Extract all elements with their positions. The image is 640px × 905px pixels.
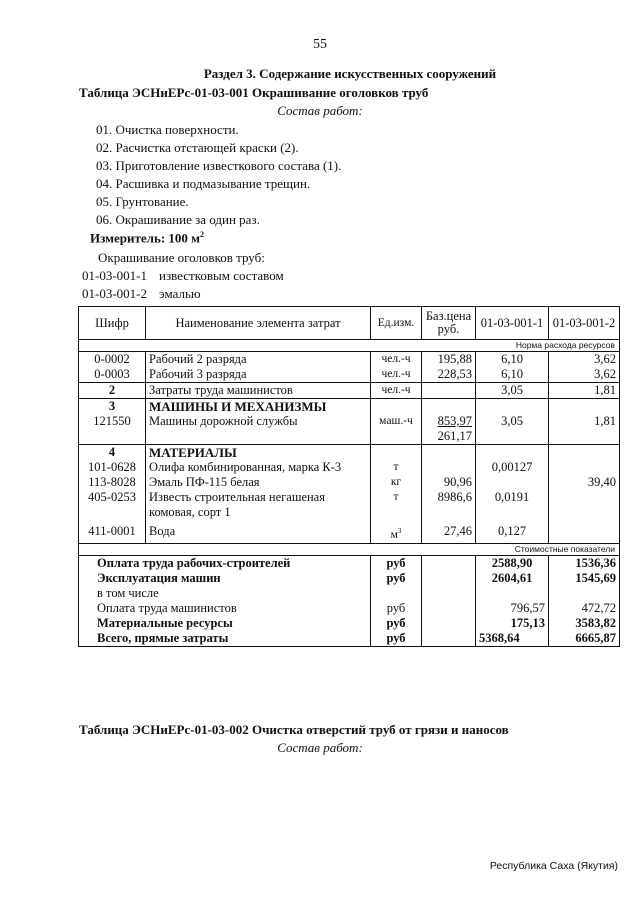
row-price xyxy=(422,383,476,399)
cost-note-row xyxy=(79,543,620,555)
work-item: 05. Грунтование. xyxy=(96,194,189,209)
row-unit: кг xyxy=(371,475,422,490)
row-code: 113-8028 xyxy=(79,475,146,490)
row-price xyxy=(422,460,476,475)
row-value-2: 39,40 xyxy=(549,475,620,490)
table-header-row xyxy=(79,307,620,340)
table-row xyxy=(79,414,620,445)
cost-row xyxy=(79,586,620,601)
row-code: 101-0628 xyxy=(79,460,146,475)
cost-value-1: 2604,61 xyxy=(476,571,549,586)
table-row xyxy=(79,475,620,490)
row-name: Затраты труда машинистов xyxy=(146,383,371,399)
work-item: 03. Приготовление известкового состава (1). xyxy=(96,158,342,173)
row-value-1 xyxy=(476,475,549,490)
cost-unit: руб xyxy=(371,616,422,631)
cost-value-2: 3583,82 xyxy=(549,616,620,631)
cost-name: Эксплуатация машин xyxy=(79,571,371,586)
cost-row xyxy=(79,616,620,631)
row-name: Олифа комбинированная, марка К-3 xyxy=(146,460,371,475)
row-name: Машины дорожной службы xyxy=(146,414,371,445)
row-name: Вода xyxy=(146,520,371,543)
row-unit: чел.-ч xyxy=(371,352,422,368)
row-value-2 xyxy=(549,520,620,543)
cost-unit: руб xyxy=(371,555,422,571)
table-row xyxy=(79,383,620,399)
cost-value-2: 1536,36 xyxy=(549,555,620,571)
work-item: 06. Окрашивание за один раз. xyxy=(96,212,260,227)
row-price: 27,46 xyxy=(422,520,476,543)
row-value-1: 3,05 xyxy=(476,383,549,399)
cost-value-2: 1545,69 xyxy=(549,571,620,586)
row-code: 121550 xyxy=(79,414,146,445)
cost-name: в том числе xyxy=(79,586,371,601)
work-item: 02. Расчистка отстающей краски (2). xyxy=(96,140,299,155)
cost-value-1: 2588,90 xyxy=(476,555,549,571)
table-row xyxy=(79,520,620,543)
cost-name: Материальные ресурсы xyxy=(79,616,371,631)
table-row xyxy=(79,445,620,461)
row-value-1: 0,00127 xyxy=(476,460,549,475)
row-price: 90,96 xyxy=(422,475,476,490)
header-unit: Ед.изм. xyxy=(371,307,422,340)
table2-sostav-label: Состав работ: xyxy=(277,740,363,755)
row-price: 228,53 xyxy=(422,367,476,383)
norm-note-row xyxy=(79,340,620,352)
section-title: Раздел 3. Содержание искусственных сооружений xyxy=(203,66,497,81)
row-unit: чел.-ч xyxy=(371,383,422,399)
row-unit: т xyxy=(371,490,422,520)
row-value-2: 1,81 xyxy=(549,414,620,445)
row-value-2 xyxy=(549,490,620,520)
row-code: 405-0253 xyxy=(79,490,146,520)
row-price: 853,97 261,17 xyxy=(422,414,476,445)
cost-row xyxy=(79,571,620,586)
header-col1: 01-03-001-1 xyxy=(476,307,549,340)
row-value-1: 6,10 xyxy=(476,352,549,368)
norm-note: Норма расхода ресурсов xyxy=(79,340,620,352)
variant-line: 01-03-001-1 известковым составом xyxy=(82,268,284,283)
row-name: Рабочий 3 разряда xyxy=(146,367,371,383)
row-name: МАШИНЫ И МЕХАНИЗМЫ xyxy=(146,399,371,415)
row-code: 0-0003 xyxy=(79,367,146,383)
cost-name: Оплата труда машинистов xyxy=(79,601,371,616)
row-value-1: 0,0191 xyxy=(476,490,549,520)
table-row xyxy=(79,490,620,520)
cost-value-1: 796,57 xyxy=(476,601,549,616)
table1-title: Таблица ЭСНиЕРс-01-03-001 Окрашивание оголовков труб xyxy=(79,85,429,100)
row-unit: $м^3$ xyxy=(371,520,422,543)
row-name: Рабочий 2 разряда xyxy=(146,352,371,368)
row-value-2: 1,81 xyxy=(549,383,620,399)
row-code: 4 xyxy=(79,445,146,461)
cost-note: Стоимостные показатели xyxy=(79,543,620,555)
row-value-1: 0,127 xyxy=(476,520,549,543)
table-row xyxy=(79,352,620,368)
header-code: Шифр xyxy=(79,307,146,340)
cost-value-2: 6665,87 xyxy=(549,631,620,647)
cost-value-1: 175,13 xyxy=(476,616,549,631)
page-number: 55 xyxy=(313,37,327,52)
cost-row xyxy=(79,601,620,616)
row-price: 195,88 xyxy=(422,352,476,368)
header-name: Наименование элемента затрат xyxy=(146,307,371,340)
row-code: 411-0001 xyxy=(79,520,146,543)
row-code: 3 xyxy=(79,399,146,415)
resource-table xyxy=(78,306,620,647)
measure-unit: Измеритель: 100 $м^2$ xyxy=(90,230,205,246)
cost-unit: руб xyxy=(371,571,422,586)
cost-name: Всего, прямые затраты xyxy=(79,631,371,647)
work-item: 04. Расшивка и подмазывание трещин. xyxy=(96,176,311,191)
row-unit: т xyxy=(371,460,422,475)
row-name: МАТЕРИАЛЫ xyxy=(146,445,371,461)
cost-row xyxy=(79,555,620,571)
row-value-1: 6,10 xyxy=(476,367,549,383)
cost-value-1: 5368,64 xyxy=(476,631,549,647)
work-item: 01. Очистка поверхности. xyxy=(96,122,239,137)
row-code: 0-0002 xyxy=(79,352,146,368)
row-unit: чел.-ч xyxy=(371,367,422,383)
row-price: 8986,6 xyxy=(422,490,476,520)
header-price: Баз.цена руб. xyxy=(422,307,476,340)
row-code: 2 xyxy=(79,383,146,399)
row-name: Известь строительная негашеная комовая, сорт 1 xyxy=(146,490,371,520)
header-col2: 01-03-001-2 xyxy=(549,307,620,340)
table1-sostav-label: Состав работ: xyxy=(277,103,363,118)
cost-name: Оплата труда рабочих-строителей xyxy=(79,555,371,571)
variant-line: 01-03-001-2 эмалью xyxy=(82,286,201,301)
cost-unit: руб xyxy=(371,631,422,647)
row-value-2: 3,62 xyxy=(549,352,620,368)
footer-region: Республика Саха (Якутия) xyxy=(489,860,618,872)
cost-unit: руб xyxy=(371,601,422,616)
table-row xyxy=(79,367,620,383)
row-name: Эмаль ПФ-115 белая xyxy=(146,475,371,490)
row-value-2: 3,62 xyxy=(549,367,620,383)
table-row xyxy=(79,460,620,475)
cost-value-2: 472,72 xyxy=(549,601,620,616)
row-value-1: 3,05 xyxy=(476,414,549,445)
row-value-2 xyxy=(549,460,620,475)
table2-title: Таблица ЭСНиЕРс-01-03-002 Очистка отверстий труб от грязи и наносов xyxy=(79,722,509,737)
cost-row xyxy=(79,631,620,647)
table-row xyxy=(79,399,620,415)
variants-intro: Окрашивание оголовков труб: xyxy=(98,250,265,265)
row-unit: маш.-ч xyxy=(371,414,422,445)
